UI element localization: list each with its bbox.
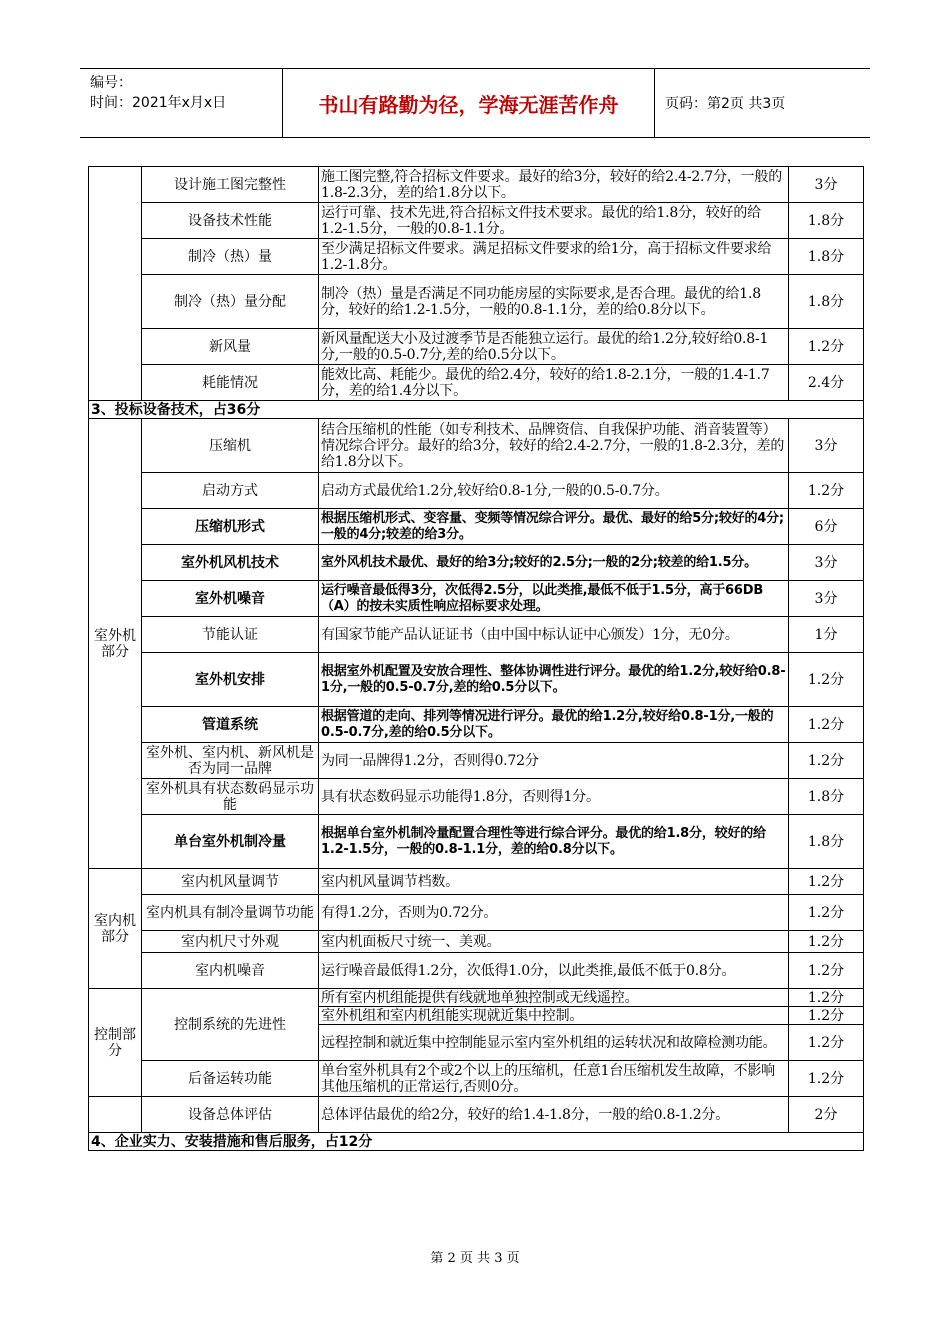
- item-score: 1.2分: [789, 931, 864, 953]
- item-score: 1.8分: [789, 275, 864, 329]
- item-description: 能效比高、耗能少。最优的给2.4分，较好的给1.8-2.1分，一般的1.4-1.7分，差的给1.4分以下。: [319, 365, 789, 401]
- item-score: 1.2分: [789, 329, 864, 365]
- item-description: 运行噪音最低得1.2分，次低得1.0分，以此类推,最低不低于0.8分。: [319, 953, 789, 989]
- item-description: 至少满足招标文件要求。满足招标文件要求的给1分，高于招标文件要求给1.2-1.8分。: [319, 239, 789, 275]
- table-row: [89, 989, 864, 1007]
- page-footer: 第 2 页 共 3 页: [430, 1251, 520, 1266]
- item-description: 根据压缩机形式、变容量、变频等情况综合评分。最优、最好的给5分;较好的4分;一般的4分;较差的给3分。: [319, 509, 789, 545]
- item-name: 制冷（热）量: [142, 239, 319, 275]
- table-row: [89, 653, 864, 707]
- item-score: 3分: [789, 419, 864, 473]
- table-row: [89, 509, 864, 545]
- category-cell: 控制部分: [89, 989, 142, 1097]
- item-name: 制冷（热）量分配: [142, 275, 319, 329]
- item-score: 1.2分: [789, 743, 864, 779]
- table-row: [89, 275, 864, 329]
- item-name: 室外机、室内机、新风机是否为同一品牌: [142, 743, 319, 779]
- doc-number-label: 编号：: [90, 75, 132, 91]
- item-description: 总体评估最优的给2分，较好的给1.4-1.8分，一般的给0.8-1.2分。: [319, 1097, 789, 1133]
- page-header: [80, 68, 870, 138]
- item-name: 新风量: [142, 329, 319, 365]
- table-row: [89, 545, 864, 581]
- item-name: 室外机噪音: [142, 581, 319, 617]
- item-score: 1.2分: [789, 953, 864, 989]
- item-score: 1分: [789, 617, 864, 653]
- category-cell: [89, 167, 142, 401]
- table-row: [89, 707, 864, 743]
- table-row: [89, 931, 864, 953]
- item-score: 2.4分: [789, 365, 864, 401]
- item-score: 6分: [789, 509, 864, 545]
- item-score: 1.2分: [789, 1007, 864, 1025]
- header-motto: 书山有路勤为径，学海无涯苦作舟: [283, 69, 655, 137]
- item-name: 室内机风量调节: [142, 869, 319, 895]
- item-score: 1.2分: [789, 895, 864, 931]
- table-row: [89, 1097, 864, 1133]
- item-score: 3分: [789, 545, 864, 581]
- table-row: [89, 167, 864, 203]
- item-name: 后备运转功能: [142, 1061, 319, 1097]
- table-row: [89, 743, 864, 779]
- item-name: 压缩机: [142, 419, 319, 473]
- table-row: [89, 419, 864, 473]
- item-score: 3分: [789, 581, 864, 617]
- table-row: [89, 895, 864, 931]
- table-row: [89, 779, 864, 815]
- table-row: [89, 239, 864, 275]
- item-description: 结合压缩机的性能（如专利技术、品牌资信、自我保护功能、消音装置等）情况综合评分。最好的给3分，较好的给2.4-2.7分，一般的1.8-2.3分，差的给1.8分以下。: [319, 419, 789, 473]
- item-score: 3分: [789, 167, 864, 203]
- item-description: 室外风机技术最优、最好的给3分;较好的2.5分;一般的2分;较差的给1.5分。: [319, 545, 789, 581]
- item-score: 1.2分: [789, 653, 864, 707]
- item-score: 1.2分: [789, 989, 864, 1007]
- table-row: [89, 473, 864, 509]
- item-description: 根据室外机配置及安放合理性、整体协调性进行评分。最优的给1.2分,较好给0.8-1分,一般的0.5-0.7分,差的给0.5分以下。: [319, 653, 789, 707]
- item-score: 1.2分: [789, 473, 864, 509]
- item-description: 制冷（热）量是否满足不同功能房屋的实际要求,是否合理。最优的给1.8分，较好的给1.2-1.5分，一般的0.8-1.1分，差的给0.8分以下。: [319, 275, 789, 329]
- table-row: [89, 581, 864, 617]
- item-description: 运行噪音最低得3分，次低得2.5分，以此类推,最低不低于1.5分，高于66DB（A）的按未实质性响应招标要求处理。: [319, 581, 789, 617]
- item-description: 施工图完整,符合招标文件要求。最好的给3分，较好的给2.4-2.7分，一般的1.8-2.3分，差的给1.8分以下。: [319, 167, 789, 203]
- item-description: 有国家节能产品认证证书（由中国中标认证中心颁发）1分，无0分。: [319, 617, 789, 653]
- item-description: 远程控制和就近集中控制能显示室内室外机组的运转状况和故障检测功能。: [319, 1025, 789, 1061]
- header-page-info: 页码：第2页 共3页: [665, 96, 786, 112]
- item-description: 运行可靠、技术先进,符合招标文件技术要求。最优的给1.8分，较好的给1.2-1.5分，一般的0.8-1.1分。: [319, 203, 789, 239]
- item-name: 管道系统: [142, 707, 319, 743]
- table-row: [89, 953, 864, 989]
- item-name: 设备技术性能: [142, 203, 319, 239]
- table-row: [89, 815, 864, 869]
- category-cell: [89, 1097, 142, 1133]
- item-score: 1.8分: [789, 779, 864, 815]
- item-description: 新风量配送大小及过渡季节是否能独立运行。最优的给1.2分,较好给0.8-1分,一般的0.5-0.7分,差的给0.5分以下。: [319, 329, 789, 365]
- item-score: 2分: [789, 1097, 864, 1133]
- item-name: 控制系统的先进性: [142, 989, 319, 1061]
- category-cell: 室外机部分: [89, 419, 142, 869]
- item-description: 有得1.2分，否则为0.72分。: [319, 895, 789, 931]
- item-name: 耗能情况: [142, 365, 319, 401]
- item-description: 根据管道的走向、排列等情况进行评分。最优的给1.2分,较好给0.8-1分,一般的0.5-0.7分,差的给0.5分以下。: [319, 707, 789, 743]
- item-name: 室外机安排: [142, 653, 319, 707]
- section-heading: 4、企业实力、安装措施和售后服务，占12分: [89, 1133, 864, 1151]
- item-name: 室外机风机技术: [142, 545, 319, 581]
- item-description: 具有状态数码显示功能得1.8分，否则得1分。: [319, 779, 789, 815]
- item-name: 单台室外机制冷量: [142, 815, 319, 869]
- item-score: 1.8分: [789, 239, 864, 275]
- item-description: 室外机组和室内机组能实现就近集中控制。: [319, 1007, 789, 1025]
- table-row: [89, 203, 864, 239]
- item-description: 为同一品牌得1.2分，否则得0.72分: [319, 743, 789, 779]
- item-name: 室内机噪音: [142, 953, 319, 989]
- item-score: 1.8分: [789, 203, 864, 239]
- item-description: 根据单台室外机制冷量配置合理性等进行综合评分。最优的给1.8分，较好的给1.2-1.5分，一般的0.8-1.1分，差的给0.8分以下。: [319, 815, 789, 869]
- item-name: 设计施工图完整性: [142, 167, 319, 203]
- table-row: [89, 329, 864, 365]
- item-score: 1.2分: [789, 1061, 864, 1097]
- table-row: [89, 617, 864, 653]
- item-description: 单台室外机具有2个或2个以上的压缩机，任意1台压缩机发生故障，不影响其他压缩机的正常运行,否则0分。: [319, 1061, 789, 1097]
- header-meta: [80, 69, 283, 137]
- item-score: 1.2分: [789, 707, 864, 743]
- item-score: 1.2分: [789, 869, 864, 895]
- table-row: [89, 365, 864, 401]
- item-description: 室内机面板尺寸统一、美观。: [319, 931, 789, 953]
- item-name: 压缩机形式: [142, 509, 319, 545]
- section-row: [89, 1133, 864, 1151]
- section-heading: 3、投标设备技术，占36分: [89, 401, 864, 419]
- item-score: 1.2分: [789, 1025, 864, 1061]
- item-description: 所有室内机组能提供有线就地单独控制或无线遥控。: [319, 989, 789, 1007]
- item-name: 室外机具有状态数码显示功能: [142, 779, 319, 815]
- item-score: 1.8分: [789, 815, 864, 869]
- category-cell: 室内机部分: [89, 869, 142, 989]
- item-name: 室内机尺寸外观: [142, 931, 319, 953]
- item-name: 启动方式: [142, 473, 319, 509]
- section-row: [89, 401, 864, 419]
- item-description: 室内机风量调节档数。: [319, 869, 789, 895]
- item-name: 节能认证: [142, 617, 319, 653]
- doc-date-label: 时间：2021年x月x日: [90, 95, 227, 111]
- table-row: [89, 869, 864, 895]
- table-row: [89, 1061, 864, 1097]
- item-name: 设备总体评估: [142, 1097, 319, 1133]
- item-name: 室内机具有制冷量调节功能: [142, 895, 319, 931]
- item-description: 启动方式最优给1.2分,较好给0.8-1分,一般的0.5-0.7分。: [319, 473, 789, 509]
- scoring-table: [88, 166, 864, 1151]
